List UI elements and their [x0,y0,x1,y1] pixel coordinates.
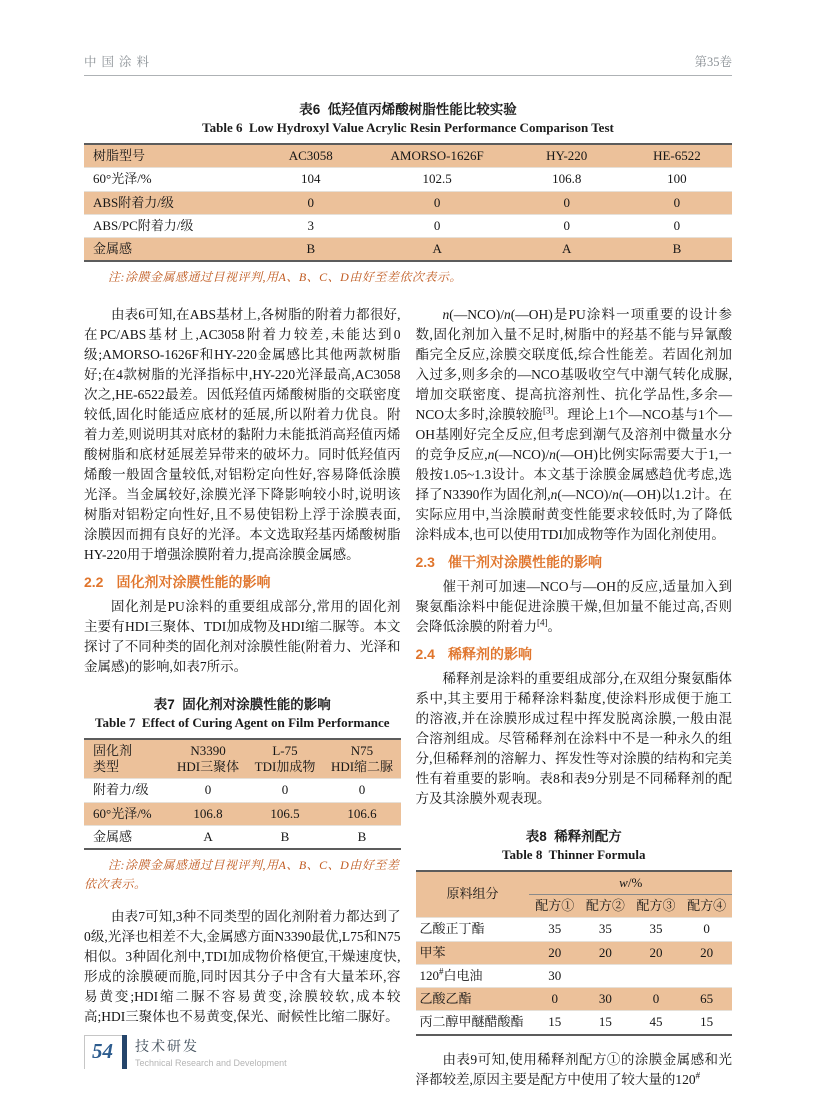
section-heading-2-2 [84,572,401,592]
table6-col-header: 树脂型号 [93,148,146,163]
table7-col-header: 固化剂 类型 [93,742,133,775]
table7 [84,738,401,850]
table8-col-header: 配方③ [636,898,676,914]
left-column [84,305,401,1090]
table8-col-header: 配方④ [687,898,727,914]
table7-title-en: Table 7 Effect of Curing Agent on Film Performance [95,714,390,730]
table-row: 60°光泽/% 106.8 106.5 106.6 [84,802,401,825]
table-row: 金属感 B A A B [84,238,732,262]
paragraph: 催干剂可加速—NCO与—OH的反应,适量加入到聚氨酯涂料中能促进涂膜干燥,但加量不能过高,否则会降低涂膜的附着力[4]。 [415,578,732,634]
paragraph: 固化剂是PU涂料的重要组成部分,常用的固化剂主要有HDI三聚体、TDI加成物及HDI缩二脲等。本文探讨了不同种类的固化剂对涂膜性能(附着力、光泽和金属感)的影响,如表7所示。 [84,598,401,674]
body-columns [84,305,732,1090]
table-row: 甲苯 20 20 20 20 [416,941,733,964]
table-row: ABS/PC附着力/级 3 0 0 0 [84,214,732,237]
table6-note: 注:涂膜金属感通过目视评判,用A、B、C、D由好至差依次表示。 [108,270,462,285]
table7-header-row [84,739,401,779]
footer-section-en: Technical Research and Development [135,1058,287,1068]
table6-title-en: Table 6 Low Hydroxyl Value Acrylic Resin Performance Comparison Test [202,120,614,135]
footer-section-cn: 技术研发 [135,1038,199,1054]
table7-title-cn: 表7 固化剂对涂膜性能的影响 [153,696,331,712]
paragraph: 由表7可知,3种不同类型的固化剂附着力都达到了0级,光泽也相差不大,金属感方面N3390最优,L75和N75相似。3种固化剂中,TDI加成物价格便宜,干燥速度快,形成的涂膜硬而脆,同时因其分子中含有大量苯环,容易黄变;HDI缩二脲不容易黄变,涂膜较软,成本较高;HDI三聚体也不易黄变,保光、耐候性比缩二脲好。 [84,909,401,1025]
table8-col-header: 配方① [535,898,575,914]
page-number: 54 [84,1035,122,1069]
table7-col-header: N3390 HDI三聚体 [176,742,240,775]
table-row: 金属感 A B B [93,828,367,844]
right-column [416,305,733,1090]
table8 [416,870,733,1036]
journal-name: 中国涂料 [84,55,155,69]
table6-title-cn: 表6 低羟值丙烯酸树脂性能比较实验 [299,102,517,117]
table7-note: 注:涂膜金属感通过目视评判,用A、B、C、D由好至差依次表示。 [84,858,400,891]
paragraph: 稀释剂是涂料的重要组成部分,在双组分聚氨酯体系中,其主要用于稀释涂料黏度,使涂料形成便于施工的溶液,并在涂膜形成过程中挥发脱离涂膜,一般由混合溶剂组成。尽管稀释剂在涂料中不是一种永久的组分,但稀释剂的溶解力、挥发性等对涂膜的结构和完美性有着重要的影响。表8和表9分别是不同稀释剂的配方及其涂膜外观表现。 [415,670,732,806]
table6-col-header: HY-220 [546,148,588,163]
table-row: 丙二醇甲醚醋酸酯 15 15 45 15 [419,1014,714,1030]
table8-col-header: 原料组分 [446,886,499,902]
paragraph: n(—NCO)/n(—OH)是PU涂料一项重要的设计参数,固化剂加入量不足时,树脂中的羟基不能与异氰酸酯完全反应,涂膜交联度低,综合性能差。若固化剂加入过多,则多余的—NCO基吸收空气中潮气转化成脲,增加交联密度、提高抗溶剂性、抗化学品性,多余—NCO太多时,涂膜较脆[3]。理论上1个—NCO基与1个—OH基刚好完全反应,但考虑到潮气及溶剂中微量水分的竞争反应,n(—NCO)/n(—OH)比例实际需要大于1,一般按1.05~1.3设计。本文基于涂膜金属感趋优考虑,选择了N3390作为固化剂,n(—NCO)/n(—OH)以1.2计。在实际应用中,当涂膜耐黄变性能要求较低时,为了降低涂料成本,也可以使用TDI加成物等作为固化剂使用。 [415,306,732,542]
table-row: 乙酸正丁酯 35 35 35 0 [416,918,733,941]
table-row: ABS附着力/级 0 0 0 0 [84,191,732,214]
section-number: 2.3 [415,553,435,570]
table8-block [416,825,733,1036]
table8-unit-header: w/% [529,871,732,895]
footer-section [135,1035,287,1069]
table6-col-header: AC3058 [288,148,333,163]
table-row: 120#白电油 30 [416,964,733,987]
table8-title-cn: 表8 稀释剂配方 [525,828,622,844]
section-title: 稀释剂的影响 [447,645,532,662]
footer-divider-bar [122,1035,127,1069]
table6-col-header: AMORSO-1626F [390,148,484,163]
table-row: 60°光泽/% 104 102.5 106.8 100 [84,168,732,191]
table-row: 乙酸乙酯 0 30 0 65 [416,988,733,1011]
section-number: 2.4 [415,645,435,662]
page-header [84,0,732,76]
table8-title-en: Table 8 Thinner Formula [501,846,646,862]
page-footer [84,1035,287,1069]
section-heading-2-4 [416,644,733,664]
table8-header-row [416,871,733,895]
paragraph: 由表6可知,在ABS基材上,各树脂的附着力都很好,在PC/ABS基材上,AC3058附着力较差,未能达到0级;AMORSO-1626F和HY-220金属感比其他两款树脂好;在4款树脂的光泽指标中,HY-220光泽最高,AC3058次之,HE-6522最差。因低羟值丙烯酸树脂的交联密度较低,固化时能适应底材的延展,所以附着力优良。附着力差,则说明其对底材的黏附力未能抵消高羟值丙烯酸树脂和底材延展差异带来的破坏力。同时低羟值丙烯酸一般固含量较低,对铝粉定向性好,容易降低涂膜光泽。当金属较好,涂膜光泽下降影响较小时,说明该树脂对铝粉定向性好,且不易使铝粉上浮于涂膜表面,涂膜因而拥有良好的光泽。本文选取羟基丙烯酸树脂HY-220用于增强涂膜附着力,提高涂膜金属感。 [84,306,401,562]
table6-header-row [84,144,732,168]
section-title: 固化剂对涂膜性能的影响 [116,573,271,590]
paragraph: 由表9可知,使用稀释剂配方①的涂膜金属感和光泽都较差,原因主要是配方中使用了较大量的120# [415,1051,732,1087]
table8-col-header: 配方② [585,898,625,914]
section-title: 催干剂对涂膜性能的影响 [447,553,602,570]
table7-col-header: L-75 TDI加成物 [254,742,316,775]
volume-label: 第35卷 [694,55,732,69]
section-number: 2.2 [84,573,104,590]
table6-block [84,98,732,287]
section-heading-2-3 [416,552,733,572]
table-row: 附着力/级 0 0 0 [84,779,401,802]
table7-block [84,693,401,893]
table6-col-header: HE-6522 [653,148,701,163]
table7-col-header: N75 HDI缩二脲 [330,742,394,775]
table6 [84,143,732,262]
